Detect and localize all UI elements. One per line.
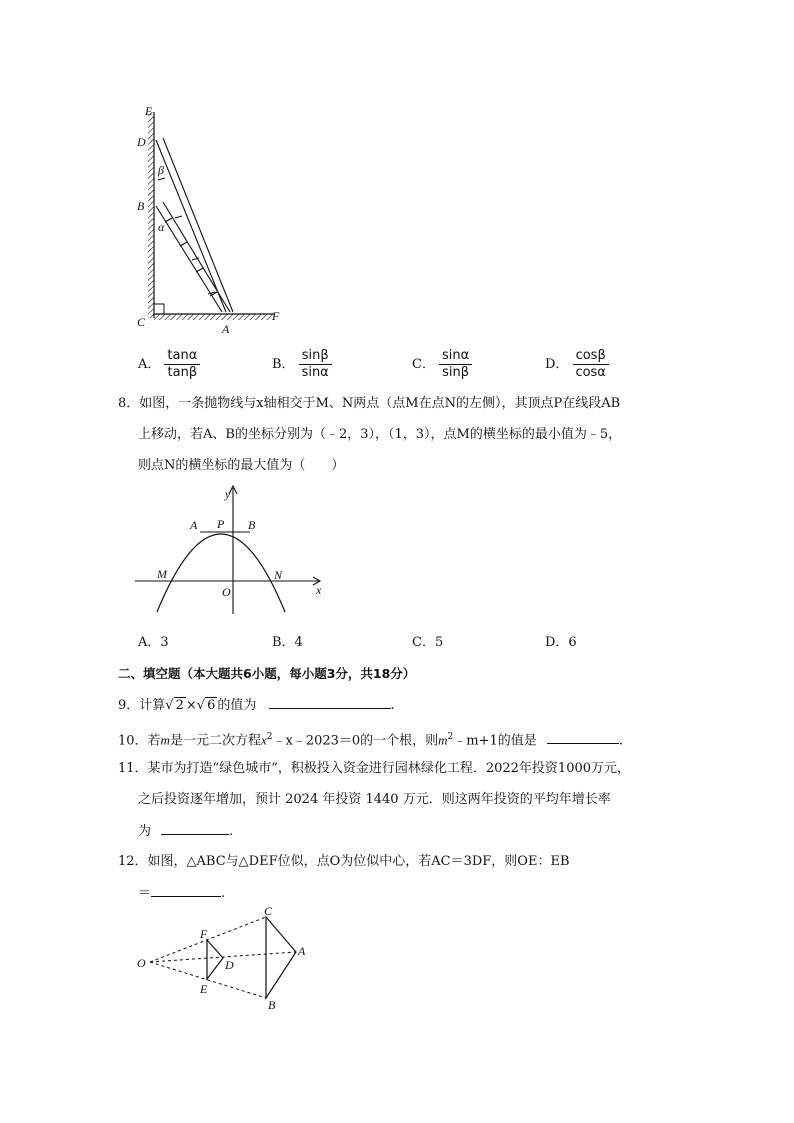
triangle-ABC [266, 917, 296, 998]
q10: 10．若m是一元二次方程$x^2﹣x﹣2023=0$的一个根，则$m^2﹣m+1$的值是 . [118, 732, 624, 749]
q12-line-2: ＝ . [138, 886, 226, 901]
label-F: F [200, 927, 208, 941]
ground-hatch [154, 314, 274, 320]
q7-option-d[interactable]: D． $\frac{\cos\beta}{\cos\alpha}$ [545, 348, 609, 381]
answer-blank[interactable] [161, 822, 229, 835]
q11-line-3: 为 . [138, 824, 234, 839]
label-C: C [264, 905, 273, 918]
label-A: A [298, 944, 306, 958]
label-x: x [316, 583, 322, 597]
label-F: F [272, 309, 280, 323]
q12-line-1: 12．如图，△ABC与△DEF位似，点O为位似中心，若AC＝3DF，则OE：EB [118, 854, 570, 869]
label-y: y [225, 487, 231, 501]
q8-option-c[interactable]: C．5 [412, 635, 444, 650]
q8-line-2: 上移动，若A、B的坐标分别为（﹣2，3），（1，3），点M的横坐标的最小值为﹣5， [138, 427, 622, 442]
label-B: B [248, 518, 256, 532]
label-B: B [137, 199, 145, 213]
similar-triangles-figure [130, 905, 320, 1015]
sqrt-symbol: √ 6 [196, 698, 216, 713]
q11-line-2: 之后投资逐年增加，预计 2024 年投资 1440 万元．则这两年投资的平均年增长率 [138, 792, 611, 807]
answer-blank[interactable] [269, 696, 391, 709]
fraction: $\frac{\cos\beta}{\cos\alpha}$ [572, 348, 608, 381]
q8-line-1: 8．如图，一条抛物线与x轴相交于M、N两点（点M在点N的左侧），其顶点P在线段AB [118, 396, 621, 411]
q9: 9．计算√ 2 ×√ 6 的值为 . [118, 698, 395, 713]
parabola-curve [157, 534, 285, 612]
fraction: $\frac{\sin\alpha}{\sin\beta}$ [439, 348, 472, 381]
label-N: N [274, 568, 283, 582]
label-alpha: α [158, 220, 165, 234]
label-E: E [200, 982, 208, 996]
right-angle-mark [154, 304, 164, 314]
label-M: M [157, 567, 167, 581]
triangle-DEF [207, 940, 223, 979]
label-O: O [222, 585, 231, 599]
answer-blank[interactable] [547, 731, 619, 744]
label-A: A [222, 322, 230, 336]
answer-blank[interactable] [151, 884, 221, 897]
label-A: A [190, 518, 198, 532]
q8-line-3: 则点N的横坐标的最大值为（ ） [138, 458, 345, 473]
sqrt-symbol: √ 2 [165, 698, 184, 713]
q11-line-1: 11．某市为打造“绿色城市”，积极投入资金进行园林绿化工程．2022年投资1000万元， [118, 761, 631, 776]
label-C: C [137, 315, 146, 329]
q7-option-a[interactable]: A． $\frac{\tan\alpha}{\tan\beta}$ [138, 348, 200, 381]
parabola-figure [135, 482, 335, 617]
fraction: $\frac{\sin\beta}{\sin\alpha}$ [299, 348, 332, 381]
label-beta: β [158, 163, 164, 177]
label-E: E [145, 104, 153, 118]
q8-option-d[interactable]: D．6 [545, 635, 577, 650]
ladder-figure [130, 100, 300, 340]
label-D: D [225, 958, 234, 972]
wall-hatch [148, 112, 154, 318]
q7-option-b[interactable]: B． $\frac{\sin\beta}{\sin\alpha}$ [272, 348, 332, 381]
section-heading: 二、填空题（本大题共6小题，每小题3分，共18分） [118, 666, 416, 681]
label-D: D [137, 135, 146, 149]
q8-option-a[interactable]: A．3 [138, 635, 169, 650]
label-B: B [268, 998, 276, 1012]
label-P: P [217, 517, 225, 531]
fraction: $\frac{\tan\alpha}{\tan\beta}$ [164, 348, 200, 381]
label-O: O [137, 956, 146, 970]
q8-option-b[interactable]: B．4 [272, 635, 303, 650]
q7-option-c[interactable]: C． $\frac{\sin\alpha}{\sin\beta}$ [412, 348, 472, 381]
